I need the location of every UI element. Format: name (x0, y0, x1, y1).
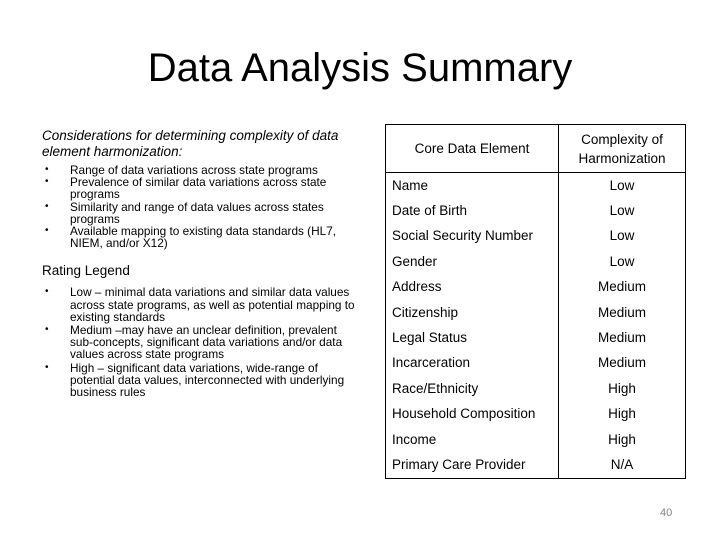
complexity-cell: High (559, 427, 686, 452)
complexity-cell: Low (559, 173, 686, 199)
table-row (386, 325, 686, 350)
considerations-heading: Considerations for determining complexity of data element harmonization: (42, 128, 339, 159)
rating-legend-item-low: • Low – minimal data variations and similar data values across state programs, as well as potential mapping to existing standards (42, 286, 362, 323)
complexity-cell: High (559, 376, 686, 401)
table-row (386, 351, 686, 376)
complexity-cell: Low (559, 198, 686, 223)
table-row (386, 452, 686, 478)
element-cell: Legal Status (386, 325, 559, 350)
rating-legend-section (42, 263, 362, 398)
element-cell: Gender (386, 249, 559, 274)
table-row (386, 300, 686, 325)
rating-legend-list (42, 286, 362, 398)
consideration-item: • Range of data variations across state programs (42, 164, 362, 176)
rating-legend-item-medium: • Medium –may have an unclear definition, prevalent sub-concepts, significant data variations and/or data values across state programs (42, 324, 362, 361)
consideration-item: • Prevalence of similar data variations across state programs (42, 176, 362, 200)
table-row (386, 198, 686, 223)
considerations-list (42, 164, 362, 249)
complexity-cell: Medium (559, 275, 686, 300)
table-row (386, 427, 686, 452)
table-row (386, 249, 686, 274)
complexity-cell: Medium (559, 300, 686, 325)
header-complexity: Complexity of Harmonization (559, 125, 686, 173)
table-row (386, 173, 686, 199)
complexity-cell: N/A (559, 452, 686, 478)
element-cell: Social Security Number (386, 224, 559, 249)
table-row (386, 402, 686, 427)
consideration-item: • Available mapping to existing data standards (HL7, NIEM, and/or X12) (42, 225, 362, 249)
element-cell: Incarceration (386, 351, 559, 376)
left-column (42, 128, 362, 399)
slide-title: Data Analysis Summary (147, 46, 573, 90)
complexity-cell: Medium (559, 351, 686, 376)
element-cell: Primary Care Provider (386, 452, 559, 478)
rating-legend-heading: Rating Legend (42, 263, 130, 279)
complexity-cell: Medium (559, 325, 686, 350)
element-cell: Address (386, 275, 559, 300)
rating-legend-item-high: • High – significant data variations, wide-range of potential data values, interconnected with underlying business rules (42, 362, 362, 399)
element-cell: Citizenship (386, 300, 559, 325)
consideration-item: • Similarity and range of data values across states programs (42, 201, 362, 225)
element-cell: Date of Birth (386, 198, 559, 223)
complexity-table (385, 124, 686, 479)
table-header-row (386, 125, 686, 173)
table-row (386, 275, 686, 300)
complexity-cell: Low (559, 249, 686, 274)
element-cell: Household Composition (386, 402, 559, 427)
element-cell: Income (386, 427, 559, 452)
considerations-section (42, 128, 362, 249)
element-cell: Race/Ethnicity (386, 376, 559, 401)
header-core-data-element: Core Data Element (386, 125, 559, 173)
table-row (386, 376, 686, 401)
complexity-cell: Low (559, 224, 686, 249)
table-row (386, 224, 686, 249)
page-number: 40 (660, 507, 673, 519)
element-cell: Name (386, 173, 559, 199)
complexity-cell: High (559, 402, 686, 427)
